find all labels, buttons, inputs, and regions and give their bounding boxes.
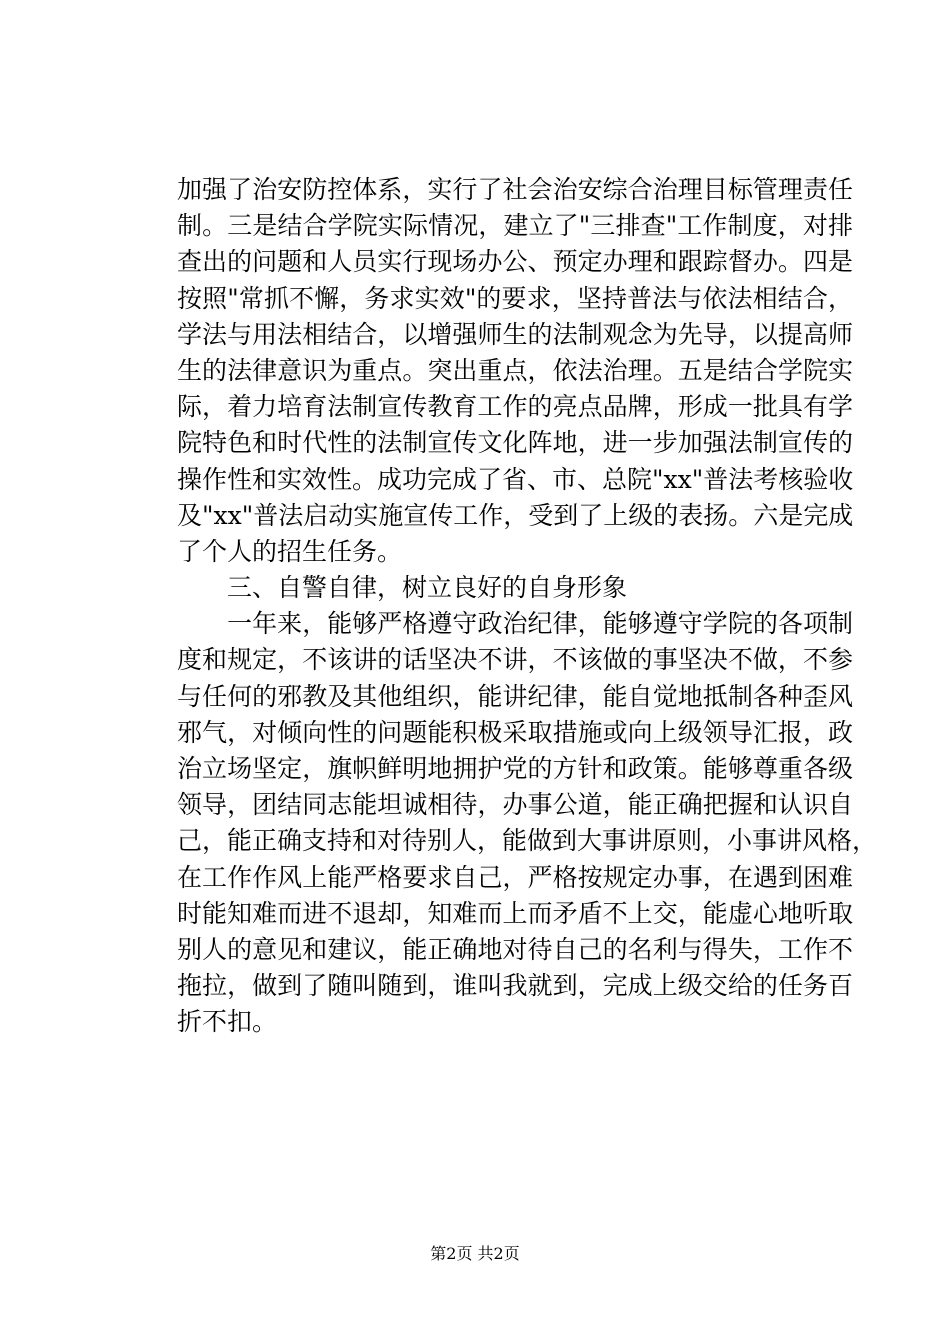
text-line: 度和规定，不该讲的话坚决不讲，不该做的事坚决不做，不参 xyxy=(177,645,853,675)
text-line: 生的法律意识为重点。突出重点，依法治理。五是结合学院实 xyxy=(177,355,853,385)
body-text xyxy=(177,172,878,1041)
text-line: 及"xx"普法启动实施宣传工作，受到了上级的表扬。六是完成 xyxy=(177,500,854,530)
text-line: 际，着力培育法制宣传教育工作的亮点品牌，形成一批具有学 xyxy=(177,392,853,422)
page-number-footer: 第2页 共2页 xyxy=(430,1244,520,1263)
text-line: 学法与用法相结合，以增强师生的法制观念为先导，以提高师 xyxy=(177,319,853,349)
text-line: 一年来，能够严格遵守政治纪律，能够遵守学院的各项制 xyxy=(177,609,853,639)
text-line: 操作性和实效性。成功完成了省、市、总院"xx"普法考核验收 xyxy=(177,464,854,494)
text-line: 拖拉，做到了随叫随到，谁叫我就到，完成上级交给的任务百 xyxy=(177,971,853,1001)
text-line: 在工作作风上能严格要求自己，严格按规定办事，在遇到困难 xyxy=(177,862,853,892)
text-line: 制。三是结合学院实际情况，建立了"三排查"工作制度，对排 xyxy=(177,211,853,241)
text-line: 领导，团结同志能坦诚相待，办事公道，能正确把握和认识自 xyxy=(177,790,853,820)
text-line: 治立场坚定，旗帜鲜明地拥护党的方针和政策。能够尊重各级 xyxy=(177,754,853,783)
text-line: 折不扣。 xyxy=(177,1007,278,1037)
text-line: 己，能正确支持和对待别人，能做到大事讲原则，小事讲风格， xyxy=(177,826,878,856)
text-line: 查出的问题和人员实行现场办公、预定办理和跟踪督办。四是 xyxy=(177,247,853,277)
text-line: 了个人的招生任务。 xyxy=(177,536,403,566)
text-line: 别人的意见和建议，能正确地对待自己的名利与得失，工作不 xyxy=(177,934,853,964)
text-line: 按照"常抓不懈，务求实效"的要求，坚持普法与依法相结合， xyxy=(177,283,853,313)
text-line: 时能知难而进不退却，知难而上而矛盾不上交，能虚心地听取 xyxy=(177,898,853,928)
text-line: 邪气，对倾向性的问题能积极采取措施或向上级领导汇报，政 xyxy=(177,717,853,747)
section-heading: 三、自警自律，树立良好的自身形象 xyxy=(177,573,628,603)
text-line: 加强了治安防控体系，实行了社会治安综合治理目标管理责任 xyxy=(177,175,853,204)
text-line: 院特色和时代性的法制宣传文化阵地，进一步加强法制宣传的 xyxy=(177,428,853,458)
text-line: 与任何的邪教及其他组织，能讲纪律，能自觉地抵制各种歪风 xyxy=(177,681,853,711)
